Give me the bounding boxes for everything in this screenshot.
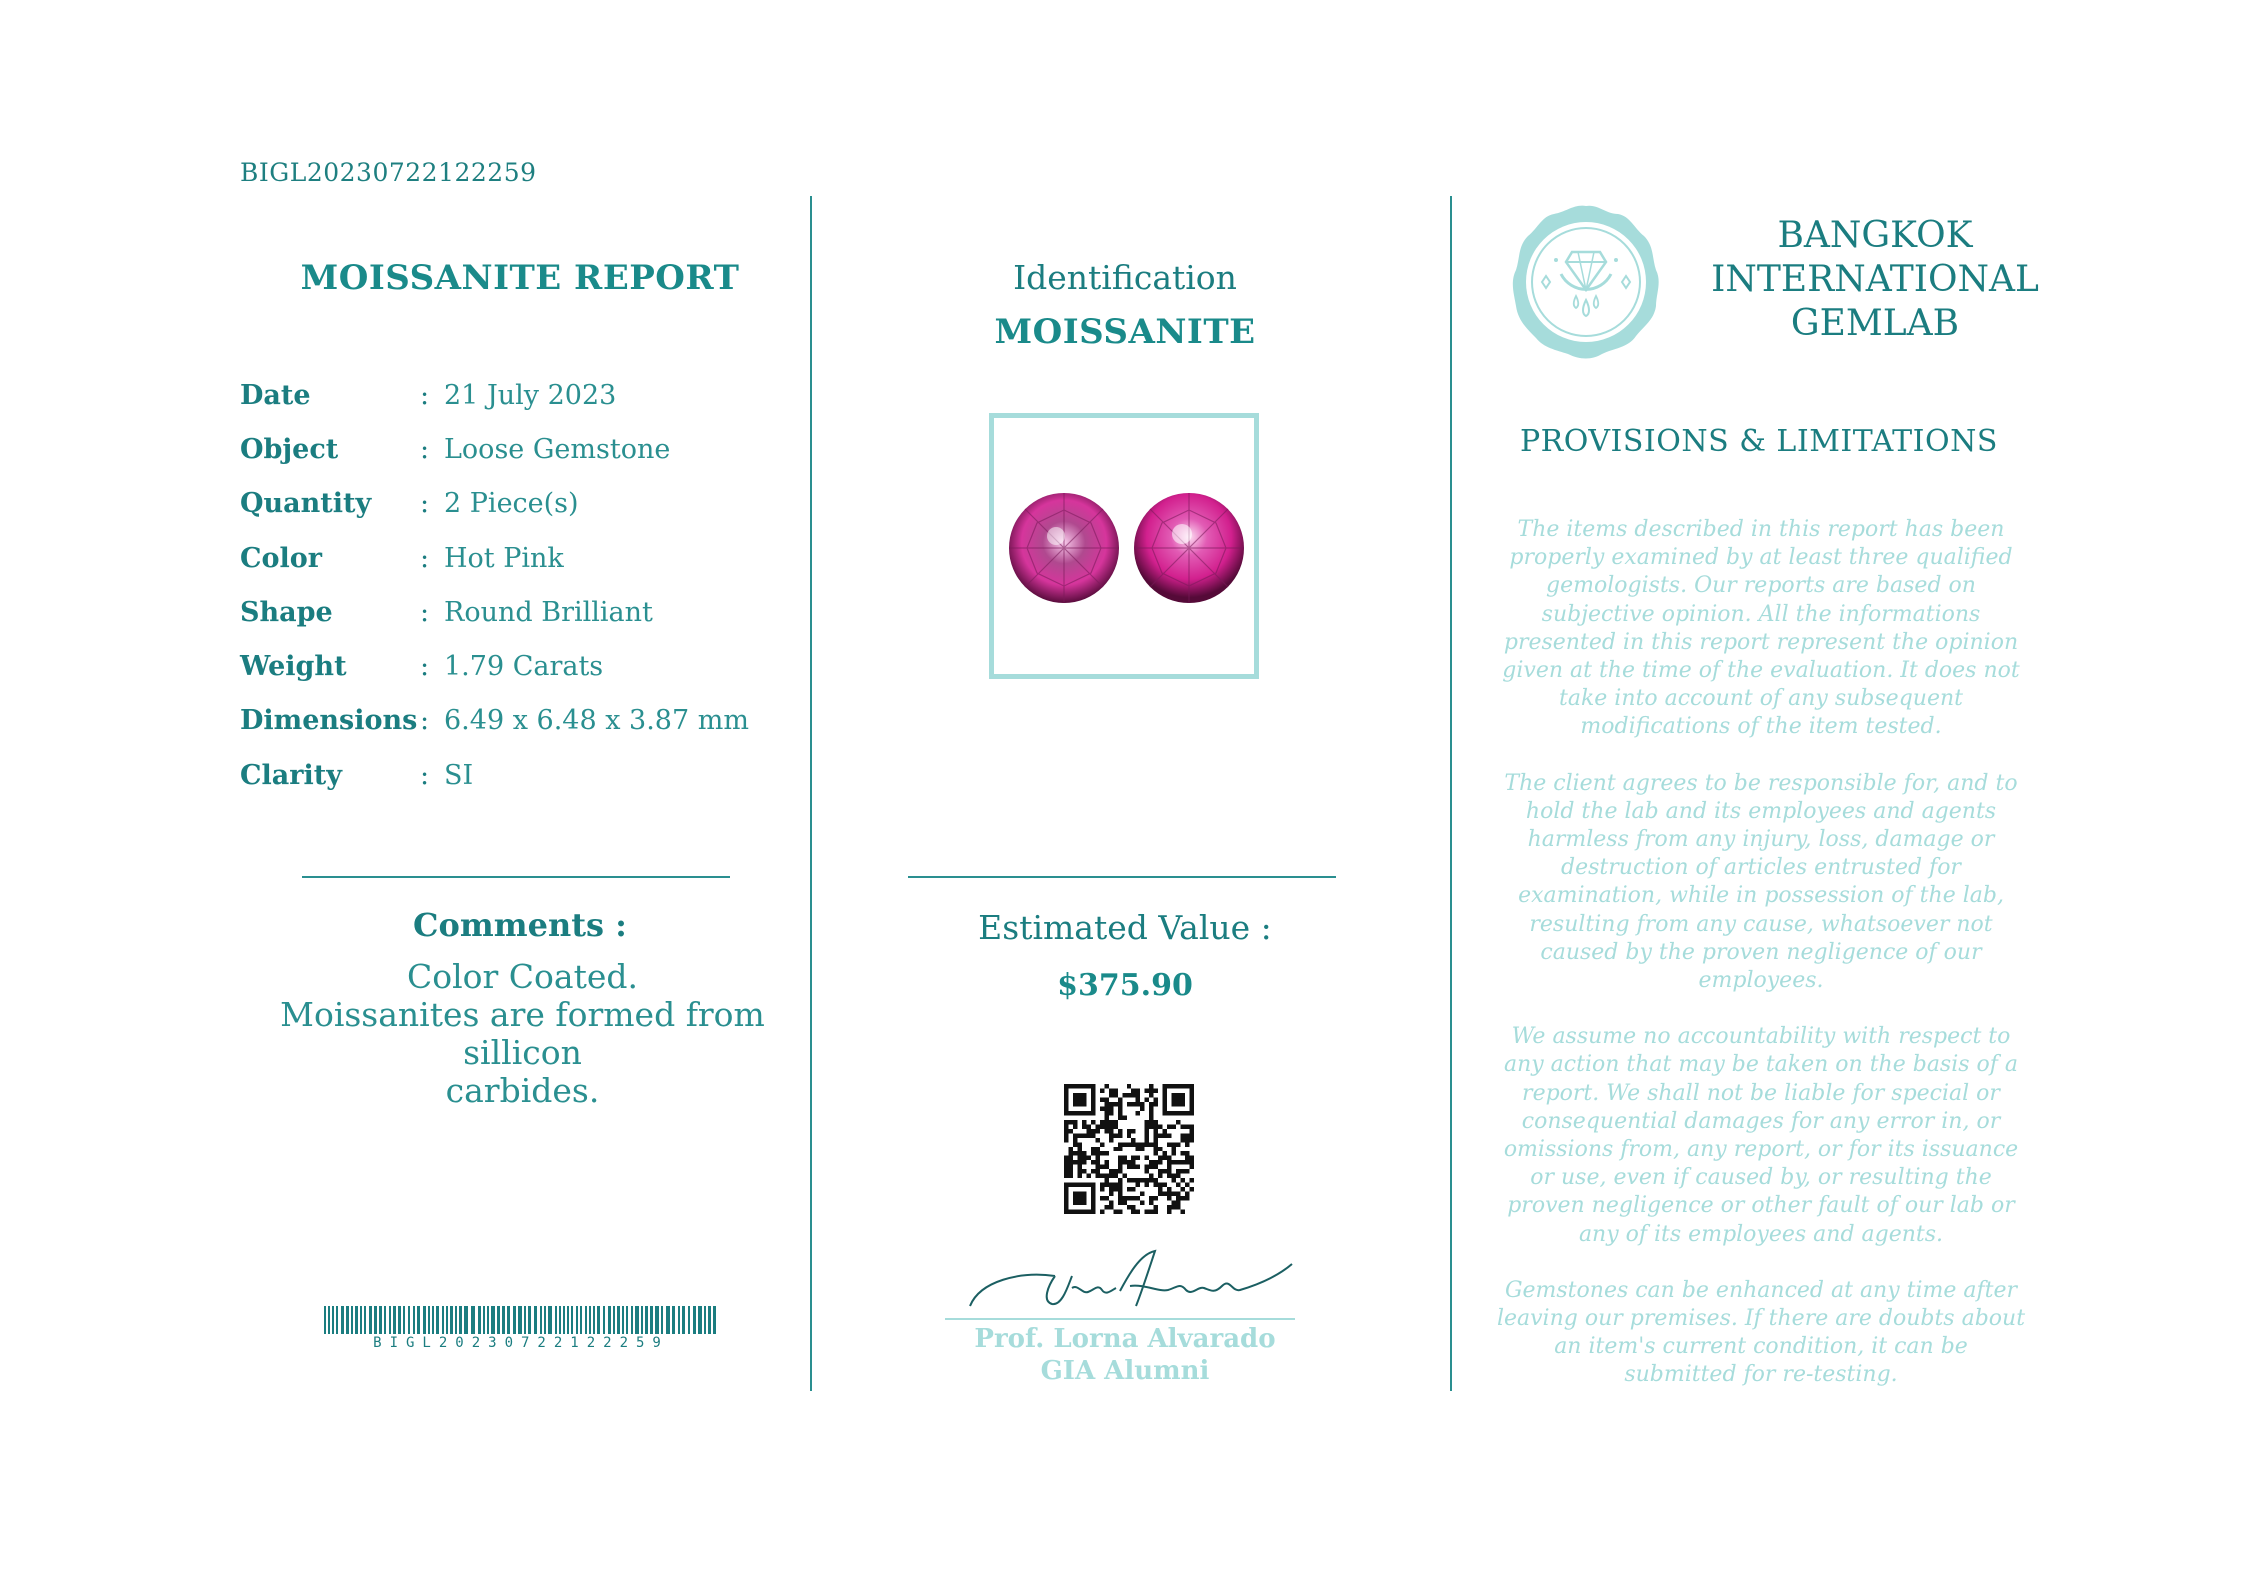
report-fields — [240, 368, 800, 802]
field-row — [240, 477, 800, 531]
field-value: 6.49 x 6.48 x 3.87 mm — [444, 705, 749, 737]
field-row — [240, 748, 800, 802]
field-colon: : — [420, 651, 430, 683]
field-value: Loose Gemstone — [444, 433, 671, 465]
field-value: Hot Pink — [444, 542, 564, 574]
provisions-paragraph: The client agrees to be responsible for, and to hold the lab and its employees and agents harmless from any injury, loss, damage or destruction of articles entrusted for examination, while in possession of the lab, resulting from any cause, whatsoever not caused by the proven negligence of our employees. — [1504, 770, 2018, 994]
comments-text — [250, 958, 795, 1110]
provisions-title: PROVISIONS & LIMITATIONS — [1520, 424, 1998, 459]
left-separator — [302, 876, 730, 878]
barcode — [324, 1306, 718, 1351]
field-colon: : — [420, 596, 430, 628]
gem-photo — [989, 413, 1259, 679]
lab-name-line: BANGKOK — [1777, 215, 1973, 256]
field-row — [240, 368, 800, 422]
gem-right — [1134, 493, 1244, 603]
field-row — [240, 531, 800, 585]
field-value: 2 Piece(s) — [444, 488, 579, 520]
field-colon: : — [420, 433, 430, 465]
field-label: Clarity — [240, 759, 342, 791]
field-row — [240, 639, 800, 693]
field-colon: : — [420, 542, 430, 574]
comments-line: carbides. — [445, 1071, 600, 1110]
field-colon: : — [420, 759, 430, 791]
provisions-paragraph: Gemstones can be enhanced at any time after leaving our premises. If there are doubts about an item's current condition, it can be submitted for re-testing. — [1496, 1277, 2026, 1388]
field-value: 21 July 2023 — [444, 379, 617, 411]
column-divider-right — [1450, 196, 1452, 1391]
provisions-body — [1496, 516, 2026, 1418]
provisions-paragraph: The items described in this report has been properly examined by at least three qualified gemologists. Our reports are based on subjective opinion. All the informations presented in this report represent the opinion given at the time of the evaluation. It does not take into account of any subsequent modifications of the item tested. — [1502, 517, 2020, 740]
signature-line — [945, 1318, 1295, 1320]
identification-label: Identification — [1013, 258, 1237, 297]
report-title: MOISSANITE REPORT — [300, 258, 740, 298]
field-row — [240, 422, 800, 476]
field-value: 1.79 Carats — [444, 651, 604, 683]
field-label: Dimensions — [240, 705, 418, 737]
field-value: SI — [444, 759, 474, 791]
gem-left — [1009, 493, 1119, 603]
field-label: Color — [240, 542, 322, 574]
gem-photo-image — [994, 418, 1254, 674]
lab-name — [1690, 214, 2060, 346]
field-label: Weight — [240, 651, 347, 683]
column-divider-left — [810, 196, 812, 1391]
barcode-icon — [324, 1306, 718, 1334]
field-row — [240, 694, 800, 748]
field-label: Date — [240, 379, 311, 411]
field-value: Round Brilliant — [444, 596, 653, 628]
middle-separator — [908, 876, 1336, 878]
estimated-value-label: Estimated Value : — [978, 908, 1272, 947]
field-label: Quantity — [240, 488, 372, 520]
comments-line: Color Coated. — [407, 957, 638, 996]
field-colon: : — [420, 705, 430, 737]
barcode-text: BIGL20230722122259 — [373, 1335, 669, 1351]
seal-logo-icon — [1506, 200, 1666, 365]
qr-code-icon — [1064, 1084, 1194, 1214]
estimated-value: $375.90 — [1057, 968, 1193, 1003]
field-row — [240, 585, 800, 639]
signer-title: GIA Alumni — [1040, 1356, 1210, 1386]
report-id: BIGL20230722122259 — [240, 158, 537, 187]
lab-name-line: GEMLAB — [1790, 303, 1960, 344]
comments-line: Moissanites are formed from sillicon — [280, 995, 765, 1072]
signer-name: Prof. Lorna Alvarado — [974, 1324, 1276, 1354]
lab-name-line: INTERNATIONAL — [1711, 259, 2039, 300]
field-colon: : — [420, 488, 430, 520]
provisions-paragraph: We assume no accountability with respect to any action that may be taken on the basis of a report. We shall not be liable for special or consequential damages for any error in, or omissions from, any report, or for its issuance or use, even if caused by, or resulting the proven negligence or other fault of our lab or any of its employees and agents. — [1503, 1024, 2019, 1247]
comments-title: Comments : — [413, 906, 627, 944]
field-colon: : — [420, 379, 430, 411]
field-label: Object — [240, 433, 339, 465]
field-label: Shape — [240, 596, 333, 628]
identification-value: MOISSANITE — [994, 312, 1256, 352]
signature-icon — [960, 1246, 1300, 1316]
